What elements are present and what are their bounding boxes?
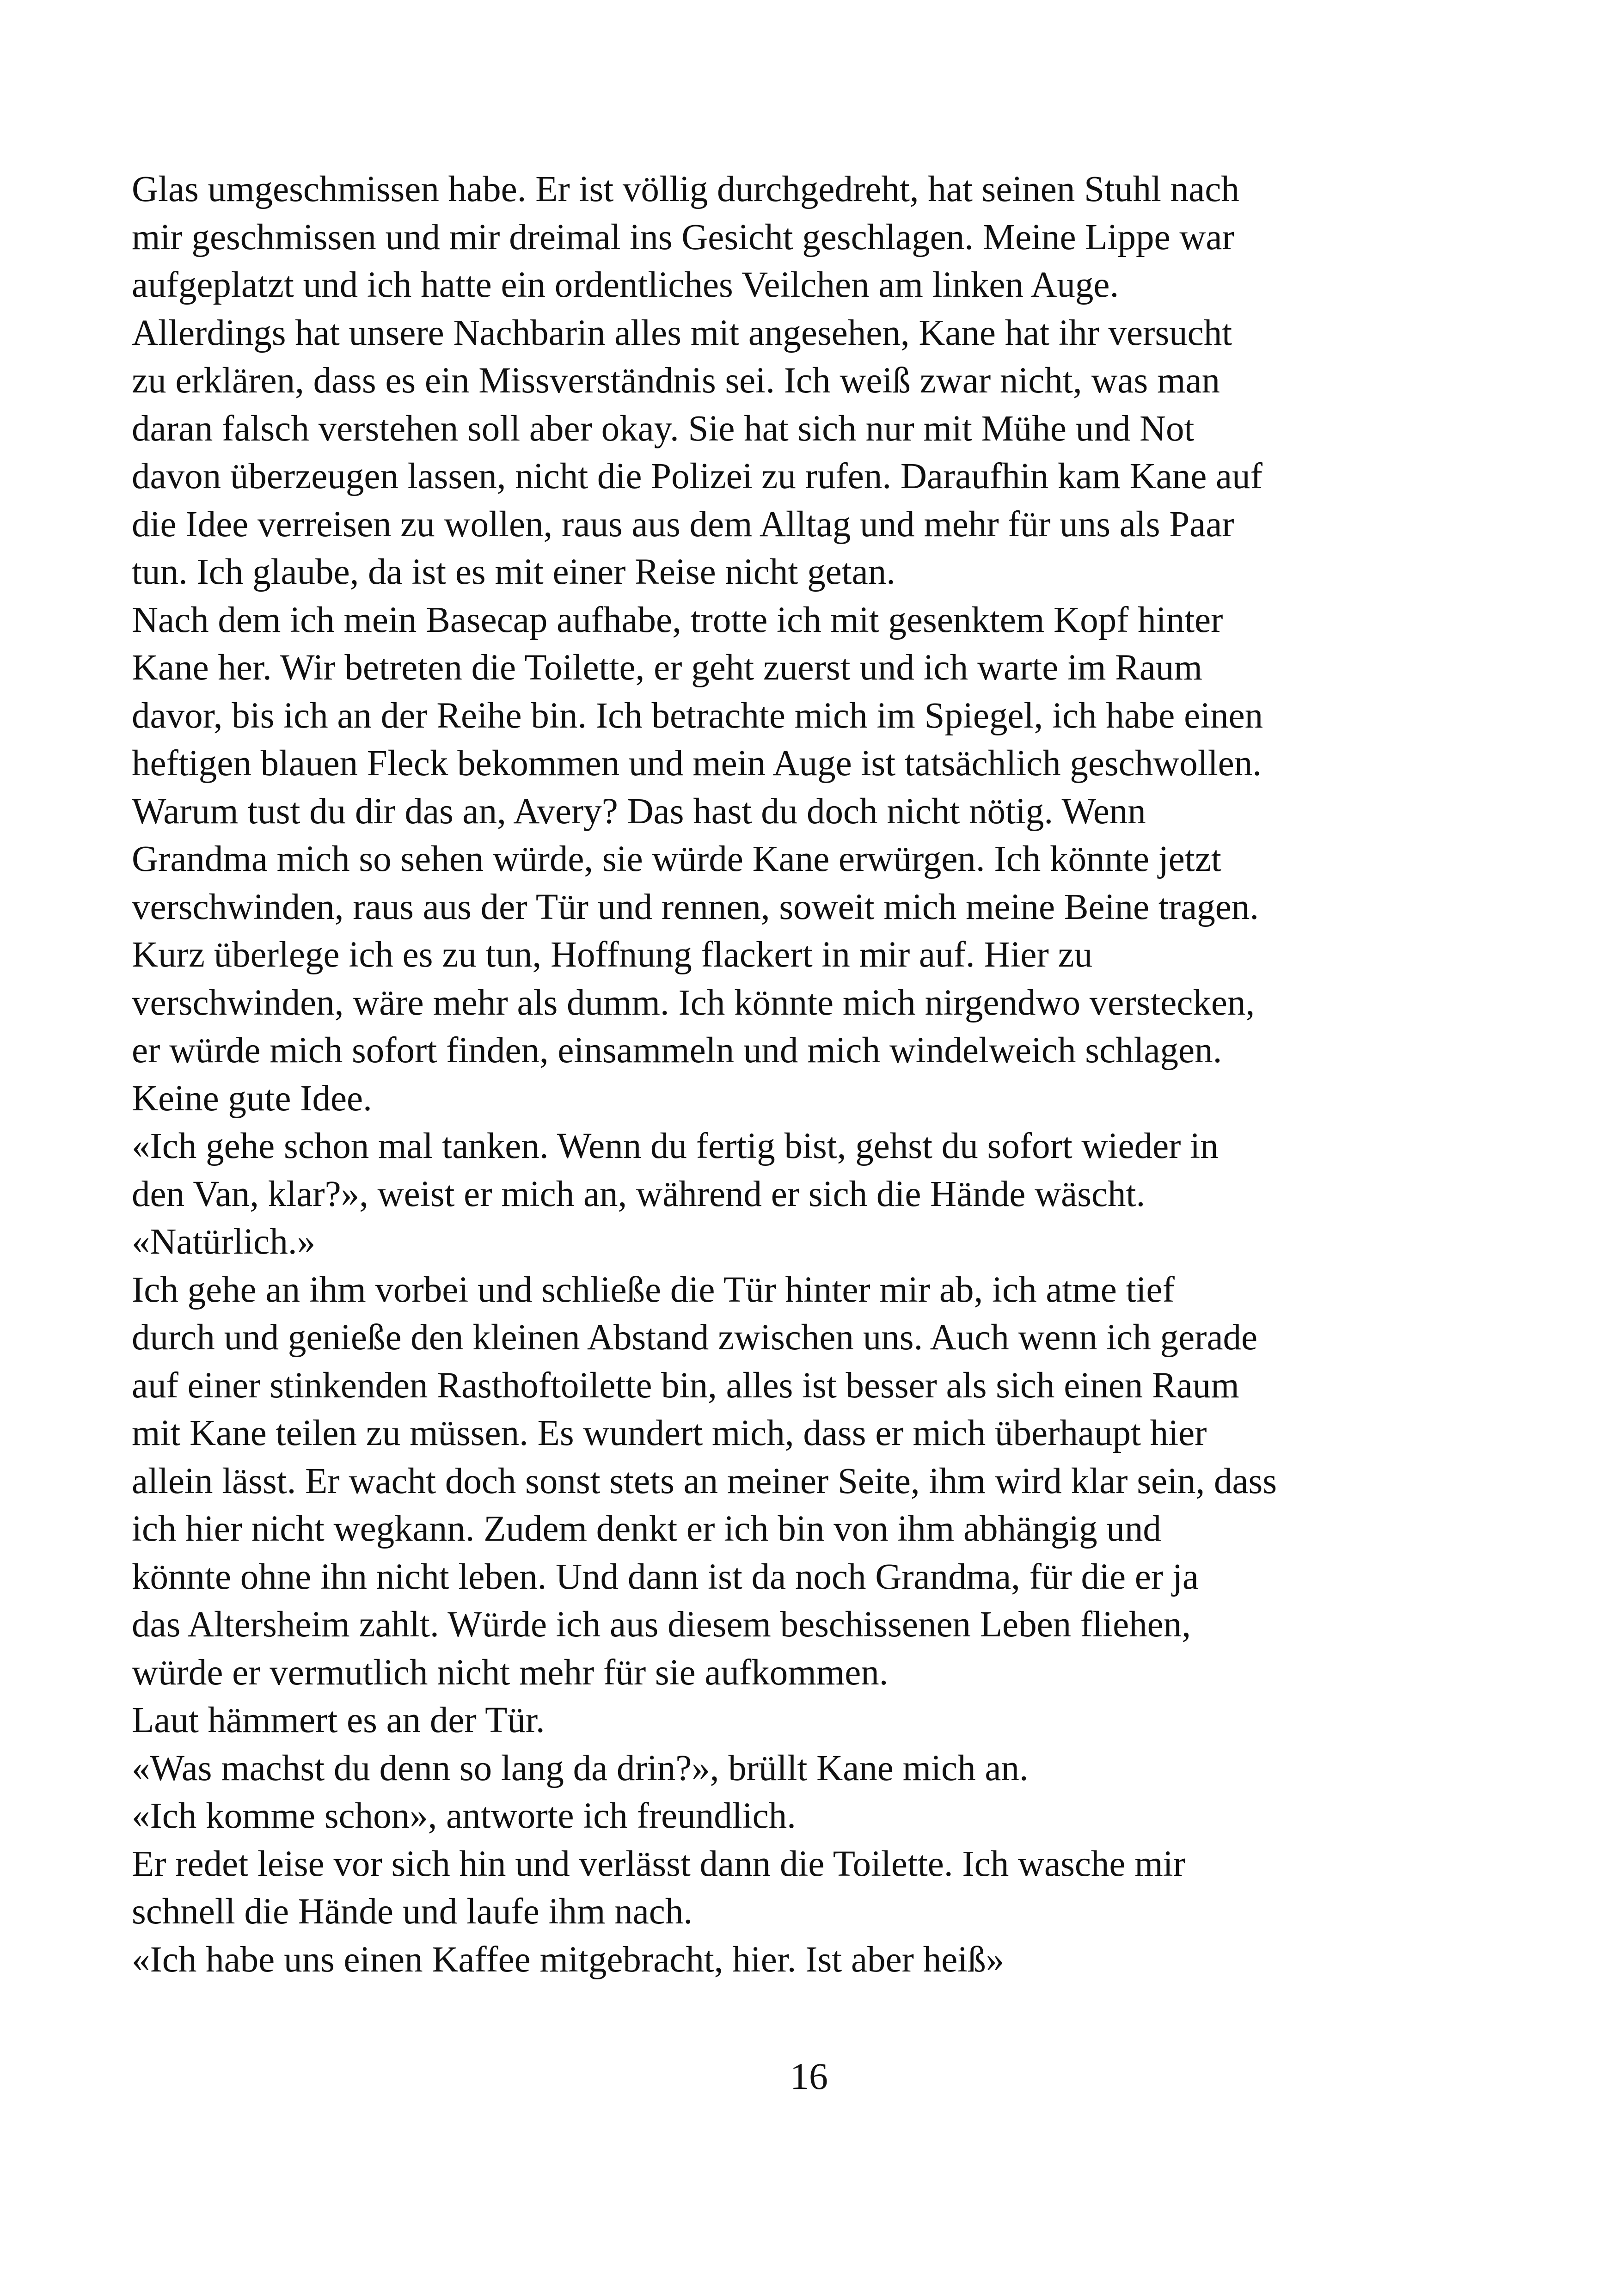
text-line: heftigen blauen Fleck bekommen und mein Auge ist tatsächlich geschwollen. <box>132 743 1262 784</box>
text-line: aufgeplatzt und ich hatte ein ordentliches Veilchen am linken Auge. <box>132 265 1119 305</box>
text-line: das Altersheim zahlt. Würde ich aus diesem beschissenen Leben fliehen, <box>132 1604 1191 1645</box>
text-line: würde er vermutlich nicht mehr für sie aufkommen. <box>132 1652 889 1693</box>
text-line: «Ich habe uns einen Kaffee mitgebracht, hier. Ist aber heiß» <box>132 1939 1005 1980</box>
text-line: Warum tust du dir das an, Avery? Das hast du doch nicht nötig. Wenn <box>132 791 1146 832</box>
text-line: Allerdings hat unsere Nachbarin alles mit angesehen, Kane hat ihr versucht <box>132 312 1232 353</box>
text-line: Glas umgeschmissen habe. Er ist völlig durchgedreht, hat seinen Stuhl nach <box>132 169 1239 209</box>
text-line: «Was machst du denn so lang da drin?», brüllt Kane mich an. <box>132 1748 1029 1788</box>
text-line: mir geschmissen und mir dreimal ins Gesicht geschlagen. Meine Lippe war <box>132 217 1234 257</box>
page-number: 16 <box>790 2055 828 2097</box>
text-line: «Ich komme schon», antworte ich freundlich. <box>132 1796 796 1836</box>
text-line: Grandma mich so sehen würde, sie würde Kane erwürgen. Ich könnte jetzt <box>132 839 1221 879</box>
text-line: zu erklären, dass es ein Missverständnis sei. Ich weiß zwar nicht, was man <box>132 361 1220 401</box>
text-line: daran falsch verstehen soll aber okay. Sie hat sich nur mit Mühe und Not <box>132 408 1195 449</box>
text-line: Er redet leise vor sich hin und verlässt dann die Toilette. Ich wasche mir <box>132 1843 1185 1884</box>
text-line: «Natürlich.» <box>132 1222 316 1262</box>
text-line: Nach dem ich mein Basecap aufhabe, trotte ich mit gesenktem Kopf hinter <box>132 600 1223 640</box>
text-line: schnell die Hände und laufe ihm nach. <box>132 1892 693 1932</box>
text-line: verschwinden, raus aus der Tür und rennen, soweit mich meine Beine tragen. <box>132 887 1259 927</box>
text-line: Kurz überlege ich es zu tun, Hoffnung flackert in mir auf. Hier zu <box>132 935 1093 975</box>
text-line: die Idee verreisen zu wollen, raus aus dem Alltag und mehr für uns als Paar <box>132 504 1234 545</box>
text-line: Laut hämmert es an der Tür. <box>132 1700 545 1740</box>
text-line: durch und genieße den kleinen Abstand zwischen uns. Auch wenn ich gerade <box>132 1317 1258 1358</box>
text-line: er würde mich sofort finden, einsammeln und mich windelweich schlagen. <box>132 1030 1222 1071</box>
text-line: allein lässt. Er wacht doch sonst stets an meiner Seite, ihm wird klar sein, dass <box>132 1461 1277 1501</box>
text-line: Kane her. Wir betreten die Toilette, er geht zuerst und ich warte im Raum <box>132 648 1202 688</box>
text-line: ich hier nicht wegkann. Zudem denkt er ich bin von ihm abhängig und <box>132 1509 1161 1549</box>
body-text <box>132 165 1426 1984</box>
text-line: Ich gehe an ihm vorbei und schließe die Tür hinter mir ab, ich atme tief <box>132 1269 1175 1310</box>
text-line: davon überzeugen lassen, nicht die Polizei zu rufen. Daraufhin kam Kane auf <box>132 456 1263 496</box>
text-line: mit Kane teilen zu müssen. Es wundert mich, dass er mich überhaupt hier <box>132 1413 1207 1453</box>
text-line: könnte ohne ihn nicht leben. Und dann ist da noch Grandma, für die er ja <box>132 1556 1199 1597</box>
text-line: Keine gute Idee. <box>132 1078 372 1119</box>
text-line: den Van, klar?», weist er mich an, während er sich die Hände wäscht. <box>132 1174 1146 1214</box>
text-line: verschwinden, wäre mehr als dumm. Ich könnte mich nirgendwo verstecken, <box>132 982 1255 1023</box>
text-line: auf einer stinkenden Rasthoftoilette bin, alles ist besser als sich einen Raum <box>132 1365 1239 1406</box>
text-line: «Ich gehe schon mal tanken. Wenn du fertig bist, gehst du sofort wieder in <box>132 1126 1219 1166</box>
text-line: tun. Ich glaube, da ist es mit einer Reise nicht getan. <box>132 552 895 592</box>
text-line: davor, bis ich an der Reihe bin. Ich betrachte mich im Spiegel, ich habe einen <box>132 695 1263 736</box>
